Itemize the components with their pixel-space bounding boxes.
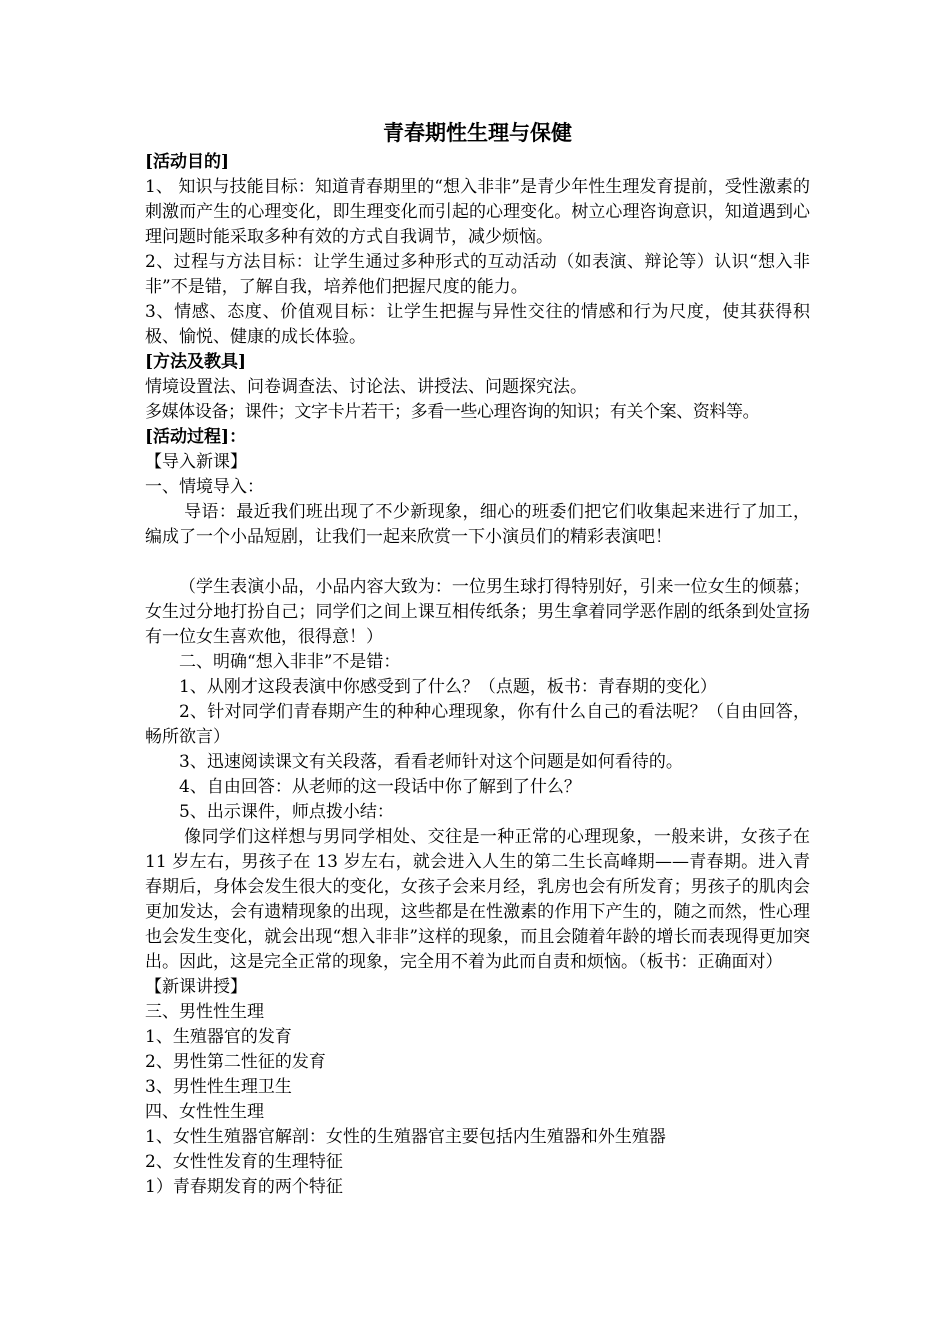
purpose-item-2: 2、过程与方法目标：让学生通过多种形式的互动活动（如表演、辩论等）认识“想入非非”不是错，了解自我，培养他们把握尺度的能力。 <box>145 252 810 297</box>
intro-heading: 【导入新课】 <box>145 452 247 472</box>
new-lesson-item-5: 四、女性性生理 <box>145 1102 264 1122</box>
intro-step-7: 3、迅速阅读课文有关段落，看看老师针对这个问题是如何看待的。 <box>179 752 683 772</box>
new-lesson-item-8: 1）青春期发育的两个特征 <box>145 1177 343 1197</box>
blank-line <box>145 550 810 575</box>
new-lesson-item-7: 2、女性性发育的生理特征 <box>145 1152 343 1172</box>
new-lesson-heading: 【新课讲授】 <box>145 977 247 997</box>
new-lesson-item-6: 1、女性生殖器官解剖：女性的生殖器官主要包括内生殖器和外生殖器 <box>145 1127 666 1147</box>
intro-step-9: 5、出示课件，师点拨小结： <box>179 802 394 822</box>
intro-step-2: 导语：最近我们班出现了不少新现象，细心的班委们把它们收集起来进行了加工，编成了一个小品短剧，让我们一起来欣赏一下小演员们的精彩表演吧！ <box>145 502 810 547</box>
intro-step-1: 一、情境导入： <box>145 477 264 497</box>
intro-step-3: （学生表演小品，小品内容大致为：一位男生球打得特别好，引来一位女生的倾慕；女生过分地打扮自己；同学们之间上课互相传纸条；男生拿着同学恶作剧的纸条到处宣扬有一位女生喜欢他，很得意！） <box>145 577 810 647</box>
document-title: 青春期性生理与保健 <box>383 120 572 145</box>
intro-step-8: 4、自由回答：从老师的这一段话中你了解到了什么？ <box>179 777 581 797</box>
methods-item-1: 情境设置法、问卷调查法、讨论法、讲授法、问题探究法。 <box>145 377 587 397</box>
process-heading: [活动过程]： <box>145 427 247 447</box>
intro-step-5: 1、从刚才这段表演中你感受到了什么？（点题，板书：青春期的变化） <box>179 677 717 697</box>
new-lesson-item-3: 2、男性第二性征的发育 <box>145 1052 326 1072</box>
new-lesson-item-1: 三、男性性生理 <box>145 1002 264 1022</box>
intro-step-4: 二、明确“想入非非”不是错： <box>179 652 401 672</box>
methods-item-2: 多媒体设备；课件；文字卡片若干；多看一些心理咨询的知识；有关个案、资料等。 <box>145 402 760 422</box>
purpose-heading: [活动目的] <box>145 152 230 172</box>
purpose-item-3: 3、情感、态度、价值观目标：让学生把握与异性交往的情感和行为尺度，使其获得积极、愉悦、健康的成长体验。 <box>145 302 810 347</box>
intro-step-6: 2、针对同学们青春期产生的种种心理现象，你有什么自己的看法呢？（自由回答，畅所欲言） <box>145 702 810 747</box>
new-lesson-item-4: 3、男性性生理卫生 <box>145 1077 292 1097</box>
intro-summary: 像同学们这样想与男同学相处、交往是一种正常的心理现象，一般来讲，女孩子在 11 岁左右，男孩子在 13 岁左右，就会进入人生的第二生长高峰期——青春期。进入青春期后，身体会发生很大的变化，女孩子会来月经，乳房也会有所发育；男孩子的肌肉会更加发达，会有遗精现象的出现，这些都是在性激素的作用下产生的，随之而然，性心理也会发生变化，就会出现“想入非非”这样的现象，而且会随着年龄的增长而表现得更加突出。因此，这是完全正常的现象，完全用不着为此而自责和烦恼。（板书：正确面对） <box>145 827 810 972</box>
new-lesson-item-2: 1、生殖器官的发育 <box>145 1027 292 1047</box>
purpose-item-1: 1、 知识与技能目标：知道青春期里的“想入非非”是青少年性生理发育提前，受性激素的刺激而产生的心理变化，即生理变化而引起的心理变化。树立心理咨询意识，知道遇到心理问题时能采取多种有效的方式自我调节，减少烦恼。 <box>145 177 810 247</box>
document-page <box>145 118 810 1200</box>
methods-heading: [方法及教具] <box>145 352 247 372</box>
